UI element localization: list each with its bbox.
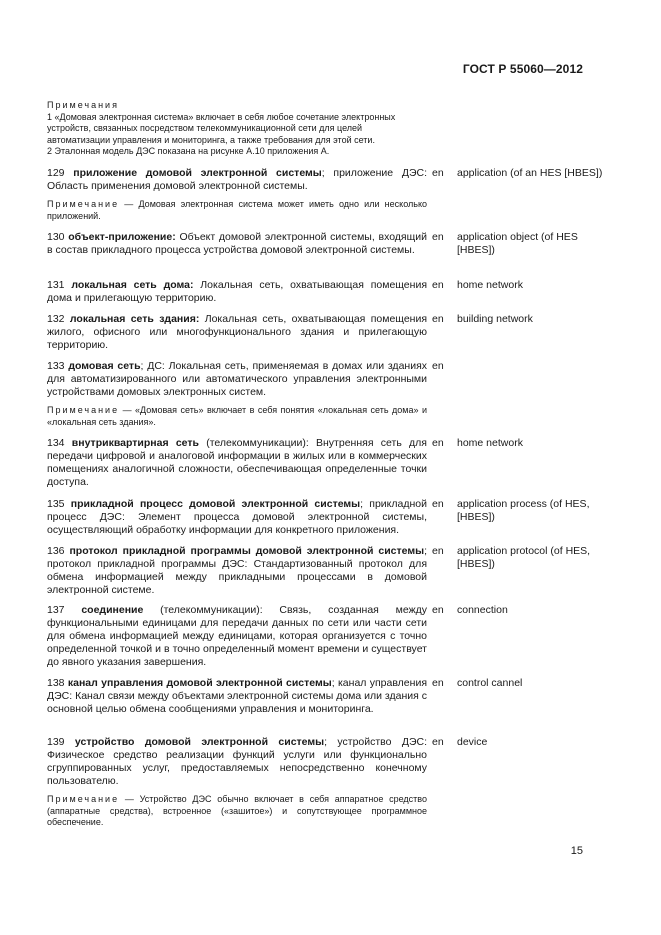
english-equivalent: application object (of HES [HBES]) (457, 231, 578, 256)
term-name: домовая сеть (68, 360, 141, 372)
note-label: Примечание (47, 794, 120, 804)
term-name: локальная сеть дома: (71, 279, 194, 291)
term-entry-130: 130 объект-приложение: Объект домовой электронной системы, входящий в состав прикладного процесса устройства домовой электронной системы. (47, 231, 427, 256)
note-item: 1 «Домовая электронная система» включает в себя любое сочетание электронных устройств, связанных посредством телекоммуникационной сети для целей автоматизации управления и мониторинга, а также требования для этой сети. (47, 111, 396, 145)
term-entry-131: 131 локальная сеть дома: Локальная сеть, охватывающая помещения дома и прилегающую территорию. (47, 279, 427, 304)
lang-code: en (432, 167, 444, 179)
term-entry-137: 137 соединение (телекоммуникации): Связь, созданная между функциональными единицами для передачи данных по сети или части сети для обмена информацией между единицами, которая организуется с точно определенной точкой и в точно определенный момент времени и существует до явного указания завершения. (47, 604, 427, 668)
lang-code: en (432, 313, 444, 325)
note-item: 2 Эталонная модель ДЭС показана на рисунке А.10 приложения А. (47, 146, 330, 157)
term-name: устройство домовой электронной системы (74, 736, 325, 748)
english-equivalent: home network (457, 437, 523, 449)
note-label: Примечание (47, 199, 120, 209)
term-name: прикладной процесс домовой электронной системы (70, 498, 361, 510)
lang-code: en (432, 604, 444, 616)
term-name: канал управления домовой электронной системы (67, 677, 332, 689)
term-name: приложение домовой электронной системы (73, 167, 322, 179)
term-entry-134: 134 внутриквартирная сеть (телекоммуникации): Внутренняя сеть для передачи цифровой и аналоговой информации в жилых или в коммерческих помещениях аналогичной сложности, обеспечивающая определенные точки доступа. (47, 437, 427, 488)
lang-code: en (432, 545, 444, 557)
english-equivalent: application (of an HES [HBES]) (457, 167, 603, 179)
lang-code: en (432, 736, 444, 748)
english-equivalent: control cannel (457, 677, 523, 689)
lang-code: en (432, 498, 444, 510)
lang-code: en (432, 231, 444, 243)
lang-code: en (432, 279, 444, 291)
lang-code: en (432, 360, 444, 372)
term-entry-132: 132 локальная сеть здания: Локальная сеть, охватывающая помещения жилого, офисного или многофункционального здания и прилегающую территорию. (47, 313, 428, 351)
term-entry-138: 138 канал управления домовой электронной системы; канал управления ДЭС: Канал связи между объектами электронной системы дома или здания с основной целью обмена сообщениями управления и мониторинга. (47, 677, 428, 715)
english-equivalent: connection (457, 604, 508, 616)
term-name: локальная сеть здания: (69, 313, 200, 325)
term-name: соединение (81, 604, 144, 616)
term-entry-129: 129 приложение домовой электронной системы; приложение ДЭС: Область применения домовой электронной системы. Примечание — Домовая электронная система может иметь одно или несколько приложений. (47, 167, 427, 221)
term-name: протокол прикладной программы домовой электронной системы (69, 545, 425, 557)
term-name: объект-приложение: (68, 231, 176, 243)
page-number: 15 (570, 845, 583, 857)
note-label: Примечание (47, 405, 120, 415)
notes-block (47, 100, 427, 158)
notes-title: Примечания (47, 100, 119, 110)
english-equivalent: home network (457, 279, 523, 291)
english-equivalent: device (457, 736, 488, 748)
term-entry-133: 133 домовая сеть; ДС: Локальная сеть, применяемая в домах или зданиях для автоматизированного или автоматического управления электронными устройствами домовых электронных систем. Примечание — «Домовая сеть» включает в себя понятия «локальная сеть дома» и «локальная сеть здания». (47, 360, 428, 427)
english-equivalent: application process (of HES, [HBES]) (457, 498, 590, 523)
standard-header: ГОСТ Р 55060—2012 (462, 62, 583, 76)
english-equivalent: building network (457, 313, 533, 325)
term-entry-135: 135 прикладной процесс домовой электронной системы; прикладной процесс ДЭС: Элемент процесса домовой электронной системы, осуществляющий обработку информации для конкретного приложения. (47, 498, 427, 536)
english-equivalent: application protocol (of HES, [HBES]) (457, 545, 591, 570)
term-name: внутриквартирная сеть (71, 437, 199, 449)
lang-code: en (432, 437, 444, 449)
term-entry-136: 136 протокол прикладной программы домовой электронной системы; протокол прикладной программы ДЭС: Стандартизованный протокол для обмена информацией между прикладными процессами в домовой электронной системе. (47, 545, 427, 596)
term-entry-139: 139 устройство домовой электронной системы; устройство ДЭС: Физическое средство реализации функций услуги или функционально сгруппированных услуг, предоставляемых непосредственно конечному пользователю. Примечание — Устройство ДЭС обычно включает в себя аппаратное средство (аппаратные средства), встроенное («зашитое») и сопутствующее программное обеспечение. (47, 736, 427, 828)
lang-code: en (432, 677, 444, 689)
